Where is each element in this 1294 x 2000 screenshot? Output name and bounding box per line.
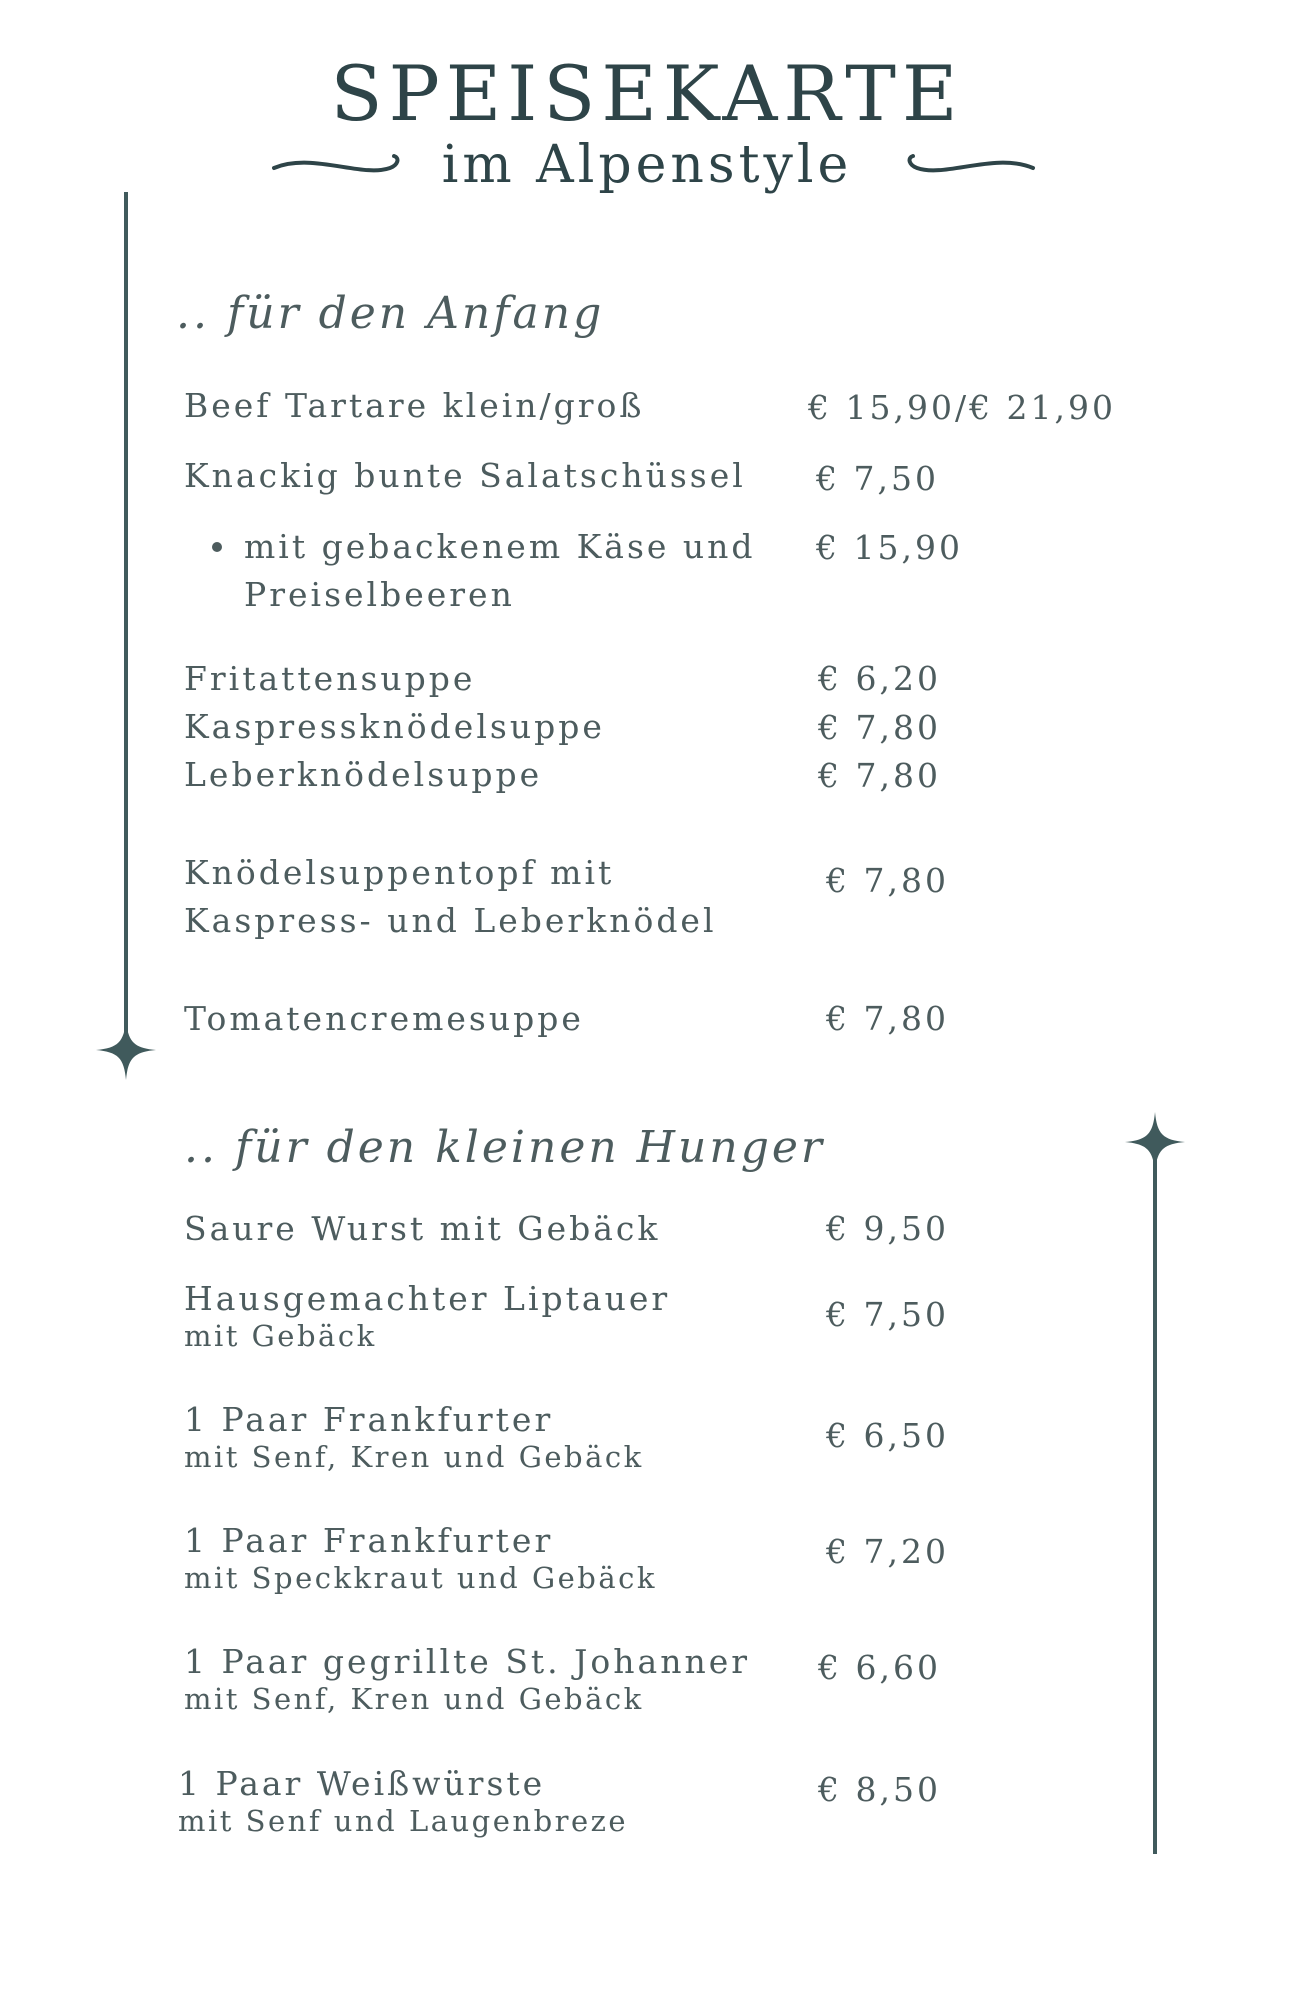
menu-item-price: € 7,50 bbox=[826, 1295, 949, 1334]
menu-item-name: 1 Paar Frankfurter bbox=[184, 1400, 554, 1439]
menu-item-name: Tomatencremesuppe bbox=[184, 999, 584, 1038]
section-heading-snacks: .. für den kleinen Hunger bbox=[184, 1122, 825, 1173]
menu-item-price: € 6,60 bbox=[818, 1648, 941, 1687]
menu-item-name-line2: Kaspress- und Leberknödel bbox=[184, 901, 717, 940]
menu-item-price: € 6,50 bbox=[826, 1416, 949, 1455]
menu-item-name: Beef Tartare klein/groß bbox=[184, 386, 645, 425]
menu-item-price: € 15,90/€ 21,90 bbox=[808, 388, 1117, 427]
right-divider-line bbox=[1153, 1140, 1157, 1854]
menu-item-name: 1 Paar Frankfurter bbox=[184, 1521, 554, 1560]
menu-item-name: 1 Paar Weißwürste bbox=[178, 1764, 546, 1803]
menu-subtitle: im Alpenstyle bbox=[441, 135, 853, 195]
left-divider-line bbox=[124, 192, 128, 1042]
menu-item-price: € 7,50 bbox=[816, 459, 939, 498]
menu-item-name: Saure Wurst mit Gebäck bbox=[184, 1209, 661, 1248]
menu-item-price: € 9,50 bbox=[826, 1209, 949, 1248]
menu-item-detail: mit Speckkraut und Gebäck bbox=[184, 1561, 657, 1595]
menu-item-detail: mit Senf und Laugenbreze bbox=[178, 1804, 629, 1838]
menu-item-detail: mit Senf, Kren und Gebäck bbox=[184, 1682, 644, 1716]
menu-item-price: € 7,80 bbox=[826, 861, 949, 900]
menu-item-name: Fritattensuppe bbox=[184, 659, 476, 698]
left-swash-ornament bbox=[272, 150, 402, 190]
bullet-point bbox=[212, 542, 222, 552]
menu-item-name-line1: mit gebackenem Käse und bbox=[244, 527, 756, 566]
menu-item-price: € 7,20 bbox=[826, 1532, 949, 1571]
menu-item-price: € 7,80 bbox=[818, 756, 941, 795]
menu-item-name: Leberknödelsuppe bbox=[184, 755, 543, 794]
left-sparkle-icon bbox=[96, 1020, 156, 1080]
menu-item-name: Knackig bunte Salatschüssel bbox=[184, 456, 746, 495]
menu-item-name: Kaspressknödelsuppe bbox=[184, 707, 605, 746]
menu-item-price: € 7,80 bbox=[826, 999, 949, 1038]
menu-item-detail: mit Gebäck bbox=[184, 1319, 377, 1353]
menu-item-price: € 15,90 bbox=[816, 528, 963, 567]
menu-item-price: € 6,20 bbox=[818, 659, 941, 698]
menu-title: SPEISEKARTE bbox=[330, 49, 964, 138]
menu-item-name: Hausgemachter Liptauer bbox=[184, 1279, 671, 1318]
section-heading-starters: .. für den Anfang bbox=[176, 288, 605, 339]
menu-item-name: 1 Paar gegrillte St. Johanner bbox=[184, 1642, 750, 1681]
menu-item-name-line1: Knödelsuppentopf mit bbox=[184, 853, 615, 892]
menu-item-price: € 8,50 bbox=[818, 1770, 941, 1809]
menu-item-name-line2: Preiselbeeren bbox=[244, 575, 515, 614]
menu-item-price: € 7,80 bbox=[818, 708, 941, 747]
right-swash-ornament bbox=[905, 150, 1035, 190]
menu-item-detail: mit Senf, Kren und Gebäck bbox=[184, 1440, 644, 1474]
